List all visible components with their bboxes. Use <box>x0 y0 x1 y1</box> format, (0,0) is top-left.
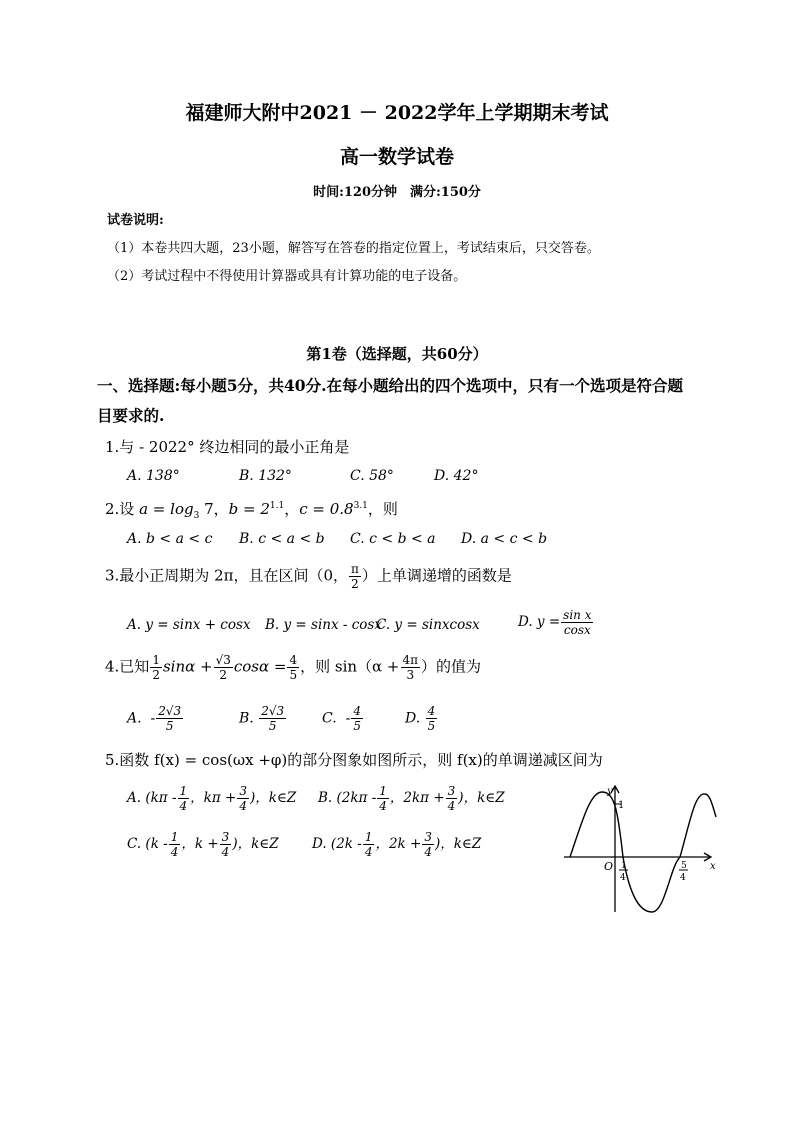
q3-option-c: C. y = sinxcosx <box>376 617 480 633</box>
q4-optC-num: 4 <box>353 704 361 718</box>
q5-optC-d2: 4 <box>221 845 230 859</box>
q4-option-d <box>405 704 438 733</box>
q2-c-exp: 3.1 <box>353 501 368 511</box>
q4-optB-label: B. <box>239 710 254 727</box>
q5-optA-d2: 4 <box>239 799 247 813</box>
q3-stem-post: ）上单调递增的函数是 <box>361 566 512 585</box>
q5-optD-post: )，k∈Z <box>434 836 482 852</box>
question-3-stem <box>105 562 512 591</box>
q4-optA-frac <box>156 704 183 733</box>
q5-optD-frac1 <box>363 830 375 859</box>
q4-frac1 <box>150 653 162 682</box>
q5-optA-frac2 <box>237 784 249 813</box>
q3-option-b: B. y = sinx - cosx <box>265 617 382 633</box>
q4-mid3: ，则 sin（α + <box>300 657 400 676</box>
q4-frac2 <box>214 653 233 682</box>
q5-option-d <box>312 830 481 859</box>
section-instruction-cont: 目要求的. <box>97 406 165 425</box>
q4-optA-den: 5 <box>165 719 174 733</box>
q5-optD-d1: 4 <box>364 845 373 859</box>
q5-optD-n2: 3 <box>424 830 432 844</box>
q4-optD-num: 4 <box>427 704 436 718</box>
q4-mid1: sinα + <box>162 657 213 676</box>
section-instruction: 一、选择题:每小题5分，共40分.在每小题给出的四个选项中，只有一个选项是符合题 <box>97 376 683 395</box>
tick1-num: 1 <box>621 861 627 871</box>
q4-frac4-num: 4π <box>402 653 419 667</box>
q3-frac-num: π <box>351 562 359 576</box>
q4-optB-num: 2√3 <box>261 704 285 718</box>
question-1-stem: 1.与 - 2022° 终边相同的最小正角是 <box>105 438 350 456</box>
q4-frac1-den: 2 <box>152 668 160 682</box>
question-5-stem: 5.函数 f(x) = cos(ωx +φ)的部分图象如图所示，则 f(x)的单调递减区间为 <box>105 751 603 769</box>
cosine-curve <box>570 792 716 912</box>
question-4-stem <box>105 653 481 682</box>
q4-frac3-den: 5 <box>289 668 298 682</box>
q2-suffix: ，则 <box>367 500 398 518</box>
q5-optA-mid: ，kπ + <box>190 790 237 806</box>
q3-optD-frac <box>561 608 593 637</box>
q5-optA-n1: 1 <box>179 784 188 798</box>
q1-option-a: A. 138° <box>127 468 180 484</box>
exam-subtitle: 高一数学试卷 <box>339 146 454 168</box>
part-heading: 第1卷（选择题，共60分） <box>306 345 488 363</box>
q4-optD-frac <box>426 704 438 733</box>
q2-option-a: A. b < a < c <box>127 531 213 547</box>
q5-optB-n1: 1 <box>379 784 387 798</box>
q5-optD-mid: ，2k + <box>375 836 422 852</box>
q2-b: b = 2 <box>228 500 270 518</box>
q5-optC-mid: ，k + <box>181 836 219 852</box>
q4-optC-den: 5 <box>353 719 361 733</box>
tick1-den: 4 <box>620 873 626 883</box>
q4-frac4-den: 3 <box>406 668 415 682</box>
q4-option-a <box>127 704 184 733</box>
y-axis-label: y <box>607 786 613 797</box>
instruction-item: （2）考试过程中不得使用计算器或具有计算功能的电子设备。 <box>107 269 467 284</box>
q5-option-c <box>127 830 279 859</box>
q5-optC-n1: 1 <box>170 830 179 844</box>
q4-frac2-den: 2 <box>219 668 228 682</box>
q2-option-d: D. a < c < b <box>461 531 548 547</box>
q4-mid2: cosα = <box>233 657 287 676</box>
q5-optA-pre: A. (kπ - <box>127 790 177 806</box>
q5-optA-n2: 3 <box>239 784 247 798</box>
q2-a: a = log <box>139 500 194 518</box>
q5-optB-d1: 4 <box>379 799 387 813</box>
q2-c: c = 0.8 <box>299 500 354 518</box>
q3-frac <box>349 562 361 591</box>
q3-optD-pre: D. y = <box>518 614 561 630</box>
exam-meta: 时间:120分钟 满分:150分 <box>313 185 481 200</box>
q5-optC-d1: 4 <box>170 845 179 859</box>
q4-post: ）的值为 <box>421 657 482 676</box>
q5-optA-frac1 <box>178 784 190 813</box>
q4-optC-frac <box>351 704 363 733</box>
exam-title: 福建师大附中2021 － 2022学年上学期期末考试 <box>185 102 609 124</box>
q5-optD-d2: 4 <box>424 845 432 859</box>
q4-pre: 4.已知 <box>105 657 150 676</box>
q4-frac3-num: 4 <box>289 653 298 667</box>
q4-option-c <box>322 704 364 733</box>
q5-optD-pre: D. (2k - <box>312 836 362 852</box>
q2-a-base: 3 <box>193 511 200 521</box>
q5-optC-frac1 <box>169 830 181 859</box>
q2-b-exp: 1.1 <box>269 501 285 511</box>
q4-optA-num: 2√3 <box>158 704 182 718</box>
q3-optD-num: sin x <box>563 608 592 622</box>
q5-optC-frac2 <box>220 830 232 859</box>
q5-optD-n1: 1 <box>364 830 373 844</box>
q3-frac-den: 2 <box>351 577 359 591</box>
q4-option-b <box>239 704 287 733</box>
q4-optD-label: D. <box>405 710 421 727</box>
tick2-num: 5 <box>681 861 687 871</box>
y-tick-label: 1 <box>618 800 625 811</box>
q4-optC-label: C. <box>322 710 337 727</box>
q1-option-d: D. 42° <box>434 468 479 484</box>
q5-optC-post: )，k∈Z <box>232 836 279 852</box>
q5-optB-post: )，k∈Z <box>458 790 505 806</box>
q4-frac2-num: √3 <box>215 653 231 667</box>
q5-optA-post: )，k∈Z <box>249 790 297 806</box>
q2-option-b: B. c < a < b <box>239 531 325 547</box>
q5-optC-n2: 3 <box>221 830 230 844</box>
q3-option-a: A. y = sinx + cosx <box>127 617 251 633</box>
q5-optB-mid: ，2kπ + <box>389 790 445 806</box>
q5-optB-d2: 4 <box>447 799 456 813</box>
q4-optC-sign: - <box>345 710 351 727</box>
q5-optD-frac2 <box>422 830 434 859</box>
q4-optB-den: 5 <box>268 719 277 733</box>
x-axis-label: x <box>710 861 716 872</box>
q5-optA-d1: 4 <box>179 799 188 813</box>
q3-stem-pre: 3.最小正周期为 2π，且在区间（0， <box>105 566 349 585</box>
q4-frac4 <box>401 653 421 682</box>
q4-optD-den: 5 <box>427 719 436 733</box>
instruction-item: （1）本卷共四大题，23小题，解答写在答卷的指定位置上，考试结束后，只交答卷。 <box>107 241 600 256</box>
q3-option-d <box>518 608 594 637</box>
q5-optB-frac2 <box>446 784 458 813</box>
q5-optC-pre: C. (k - <box>127 836 168 852</box>
q5-optB-pre: B. (2kπ - <box>318 790 377 806</box>
instructions-heading: 试卷说明: <box>107 213 164 228</box>
q2-option-c: C. c < b < a <box>350 531 436 547</box>
q4-frac3 <box>287 653 299 682</box>
tick2-den: 4 <box>680 873 686 883</box>
q1-option-b: B. 132° <box>239 468 292 484</box>
q5-option-a <box>127 784 296 813</box>
q5-optB-n2: 3 <box>447 784 456 798</box>
q4-optA-label: A. <box>127 710 142 727</box>
q2-a-arg: 7， <box>199 500 229 518</box>
q4-frac1-num: 1 <box>152 653 160 667</box>
q2-c-sep: ， <box>284 500 300 518</box>
q4-optA-sign: - <box>150 710 156 727</box>
question-2-stem <box>105 498 398 521</box>
q5-option-b <box>318 784 505 813</box>
q3-optD-den: cosx <box>563 623 591 637</box>
q2-prefix: 2.设 <box>105 500 140 518</box>
q4-optB-frac <box>259 704 286 733</box>
q1-option-c: C. 58° <box>350 468 394 484</box>
q5-optB-frac1 <box>377 784 389 813</box>
q5-function-graph <box>560 782 720 917</box>
origin-label: O <box>604 860 614 873</box>
